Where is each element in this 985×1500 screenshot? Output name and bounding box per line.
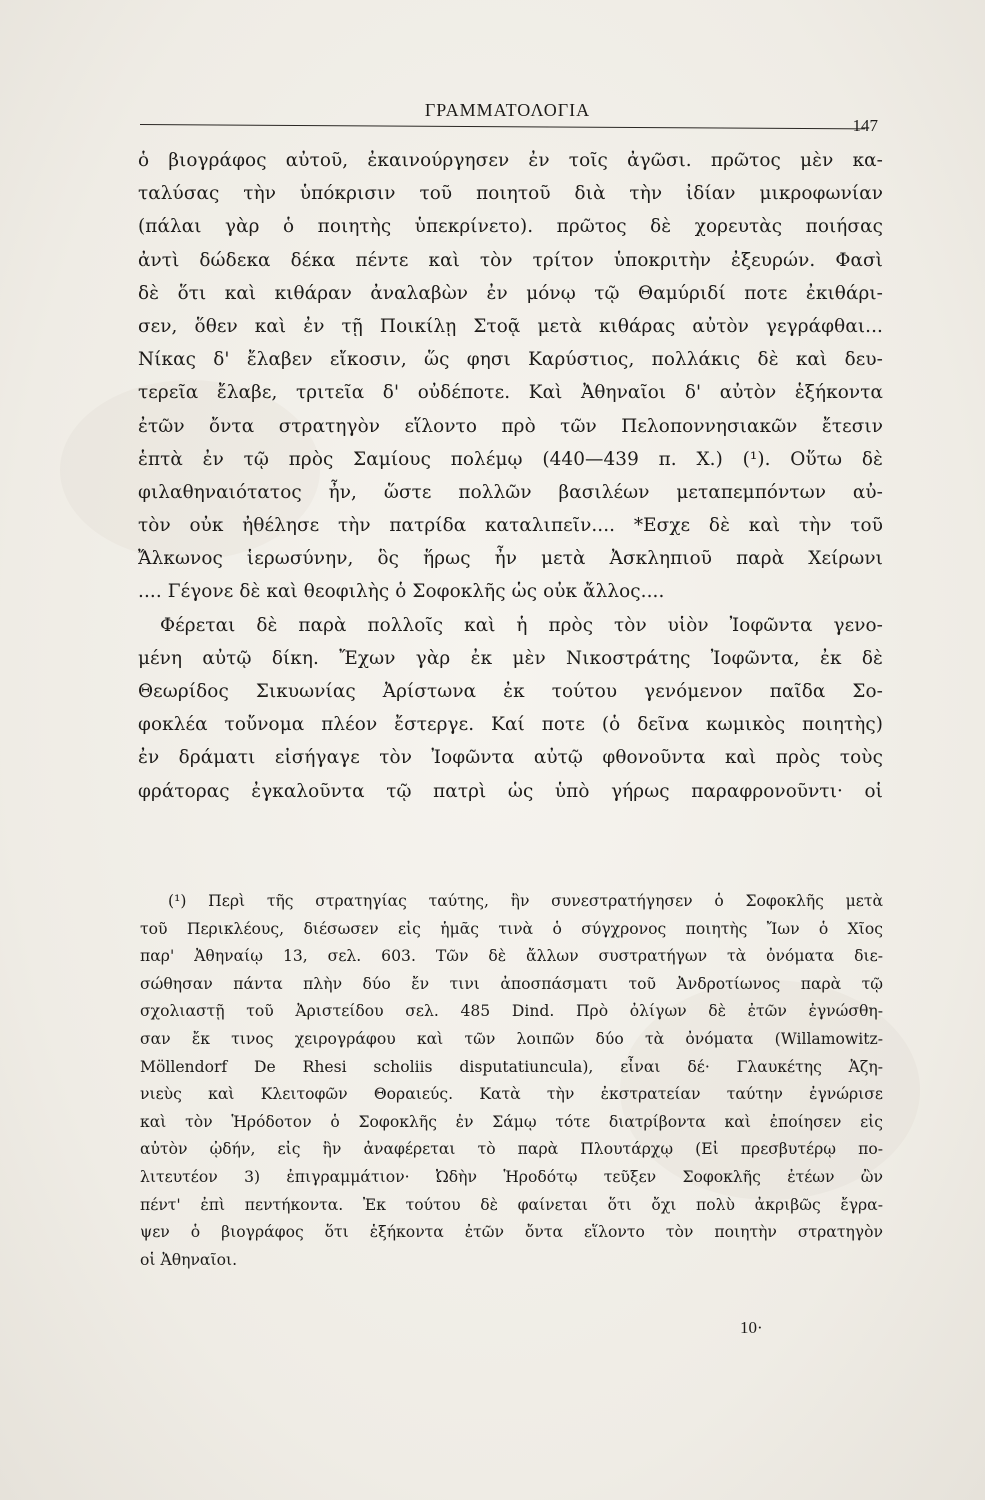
text-line: τὸν οὐκ ἠθέλησε τὴν πατρίδα καταλιπεῖν.... *Εσχε δὲ καὶ τὴν τοῦ [138, 515, 883, 537]
footnote-line: τοῦ Περικλέους, διέσωσεν εἰς ἡμᾶς τινὰ ὁ σύγχρονος ποιητὴς Ἴων ὁ Χῖος [140, 919, 883, 938]
footnote-line: (¹) Περὶ τῆς στρατηγίας ταύτης, ἣν συνεστρατήγησεν ὁ Σοφοκλῆς μετὰ [168, 892, 883, 910]
running-title: ΓΡΑΜΜΑΤΟΛΟΓΙΑ [424, 100, 591, 120]
text-line: ἑπτὰ ἐν τῷ πρὸς Σαμίους πολέμῳ (440—439 π. Χ.) (¹). Οὕτω δὲ [138, 448, 883, 470]
page-number: 147 [852, 116, 878, 135]
footnote-line: πέντ' ἐπὶ πεντήκοντα. Ἐκ τούτου δὲ φαίνεται ὅτι ὄχι πολὺ ἀκριβῶς ἔγρα- [140, 1195, 883, 1214]
text-line: (πάλαι γὰρ ὁ ποιητὴς ὑπεκρίνετο). πρῶτος δὲ χορευτὰς ποιήσας [138, 216, 883, 238]
page-header [135, 96, 880, 135]
text-line: ἐν δράματι εἰσήγαγε τὸν Ἰοφῶντα αὐτῷ φθονοῦντα καὶ πρὸς τοὺς [138, 747, 883, 769]
text-line: ὁ βιογράφος αὐτοῦ, ἐκαινούργησεν ἐν τοῖς ἀγῶσι. πρῶτος μὲν κα- [138, 150, 883, 171]
text-line: σεν, ὅθεν καὶ ἐν τῇ Ποικίλῃ Στοᾷ μετὰ κιθάρας αὐτὸν γεγράφθαι... [138, 315, 883, 337]
footnote-line: σώθησαν πάντα πλὴν δύο ἔν τινι ἀποσπάσματι τοῦ Ἀνδροτίωνος παρὰ τῷ [140, 974, 883, 993]
footnote-line: λιτευτέον 3) ἐπιγραμμάτιον· Ὠδὴν Ἡροδότῳ τεῦξεν Σοφοκλῆς ἐτέων ὢν [140, 1167, 883, 1186]
text-line: φράτορας ἐγκαλοῦντα τῷ πατρὶ ὡς ὑπὸ γήρως παραφρονοῦντι· οἱ [138, 780, 883, 802]
footnote-line: καὶ τὸν Ἡρόδοτον ὁ Σοφοκλῆς ἐν Σάμῳ τότε διατρίβοντα καὶ ἐποίησεν εἰς [140, 1112, 883, 1131]
text-line: φοκλέα τοὔνομα πλέον ἔστεργε. Καί ποτε (ὁ δεῖνα κωμικὸς ποιητὴς) [138, 714, 883, 736]
footnote-line: αὐτὸν ᾠδήν, εἰς ἣν ἀναφέρεται τὸ παρὰ Πλουτάρχῳ (Εἰ πρεσβυτέρῳ πο- [140, 1140, 883, 1159]
printer-signature-mark: 10· [740, 1318, 763, 1337]
footnote-line: οἱ Ἀθηναῖοι. [140, 1250, 238, 1269]
text-line: Ἄλκωνος ἱερωσύνην, ὃς ἥρως ἦν μετὰ Ἀσκληπιοῦ παρὰ Χείρωνι [138, 548, 883, 570]
text-line: Θεωρίδος Σικυωνίας Ἀρίστωνα ἐκ τούτου γενόμενον παῖδα Σο- [138, 681, 883, 702]
text-line: ταλύσας τὴν ὑπόκρισιν τοῦ ποιητοῦ διὰ τὴν ἰδίαν μικροφωνίαν [138, 183, 883, 205]
footnote-line: σαν ἔκ τινος χειρογράφου καὶ τῶν λοιπῶν δύο τὰ ὀνόματα (Willamowitz- [140, 1029, 883, 1048]
footnotes [140, 888, 883, 1274]
text-line: φιλαθηναιότατος ἦν, ὥστε πολλῶν βασιλέων μεταπεμπόντων αὐ- [138, 481, 883, 503]
text-line: Φέρεται δὲ παρὰ πολλοῖς καὶ ἡ πρὸς τὸν υἱὸν Ἰοφῶντα γενο- [160, 614, 883, 636]
text-line: τερεῖα ἔλαβε, τριτεῖα δ' οὐδέποτε. Καὶ Ἀθηναῖοι δ' αὐτὸν ἑξήκοντα [138, 382, 883, 404]
text-line: Νίκας δ' ἔλαβεν εἴκοσιν, ὥς φησι Καρύστιος, πολλάκις δὲ καὶ δευ- [138, 349, 883, 371]
footnote-line: παρ' Ἀθηναίῳ 13, σελ. 603. Τῶν δὲ ἄλλων συστρατήγων τὰ ὀνόματα διε- [140, 947, 883, 966]
text-line: δὲ ὅτι καὶ κιθάραν ἀναλαβὼν ἐν μόνῳ τῷ Θαμύριδί ποτε ἐκιθάρι- [138, 282, 883, 304]
text-line: .... Γέγονε δὲ καὶ θεοφιλὴς ὁ Σοφοκλῆς ὡς οὐκ ἄλλος.... [138, 581, 665, 603]
footnote-line: νιεὺς καὶ Κλειτοφῶν Θοραιεύς. Κατὰ τὴν ἐκστρατείαν ταύτην ἐγνώρισε [140, 1085, 883, 1104]
text-line: μένη αὐτῷ δίκη. Ἔχων γὰρ ἐκ μὲν Νικοστράτης Ἰοφῶντα, ἐκ δὲ [138, 647, 883, 669]
text-line: ἀντὶ δώδεκα δέκα πέντε καὶ τὸν τρίτον ὑποκριτὴν ἐξευρών. Φασὶ [138, 249, 883, 271]
footnote-line: Möllendorf De Rhesi scholiis disputatiuncula), εἶναι δέ· Γλαυκέτης Ἀζη- [140, 1057, 883, 1076]
text-line: ἐτῶν ὄντα στρατηγὸν εἵλοντο πρὸ τῶν Πελοποννησιακῶν ἔτεσιν [138, 415, 883, 437]
footnote-line: σχολιαστῇ τοῦ Ἀριστείδου σελ. 485 Dind. Πρὸ ὀλίγων δὲ ἐτῶν ἐγνώσθη- [140, 1002, 883, 1021]
footnote-line: ψεν ὁ βιογράφος ὅτι ἑξήκοντα ἐτῶν ὄντα εἵλοντο τὸν ποιητὴν στρατηγὸν [140, 1223, 883, 1242]
main-text [138, 144, 883, 808]
